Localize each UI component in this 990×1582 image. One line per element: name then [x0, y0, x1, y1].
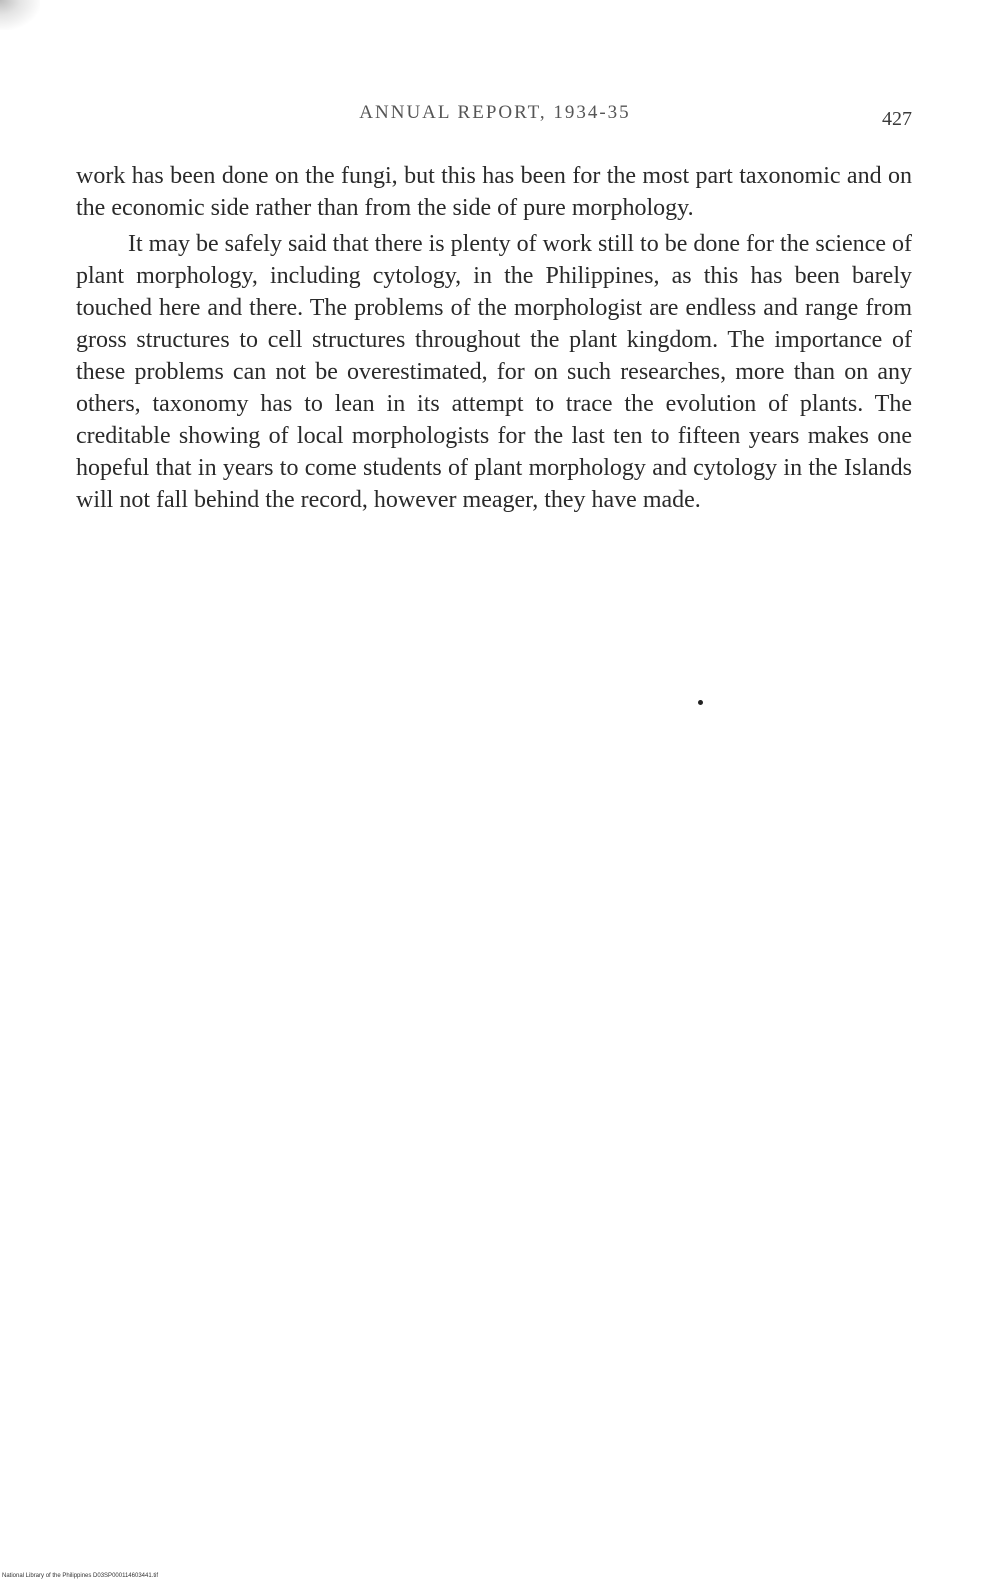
page-header [76, 102, 914, 132]
paragraph-morphology: It may be safely said that there is plenty of work still to be done for the science of plant morphology, including cytology, in the Philippines, as this has been barely touched here and there. The problems of the morphologist are endless and range from gross structures to cell structures throughout the plant kingdom. The importance of these problems can not be overestimated, for on such researches, more than on any others, taxonomy has to lean in its attempt to trace the evolution of plants. The creditable showing of local morphologists for the last ten to fifteen years makes one hopeful that in years to come students of plant morphology and cytology in the Islands will not fall behind the record, however meager, they have made. [76, 231, 912, 513]
body-text [76, 160, 912, 516]
paragraph-continued: work has been done on the fungi, but this has been for the most part taxonomic and on the economic side rather than from the side of pure morphology. [76, 163, 912, 221]
running-head: ANNUAL REPORT, 1934-35 [359, 102, 631, 123]
stray-mark [698, 700, 703, 705]
scan-corner-shadow [0, 0, 40, 30]
page-number: 427 [882, 108, 912, 130]
scan-credit: National Library of the Philippines D03SP000114603441.tif [2, 1573, 158, 1579]
